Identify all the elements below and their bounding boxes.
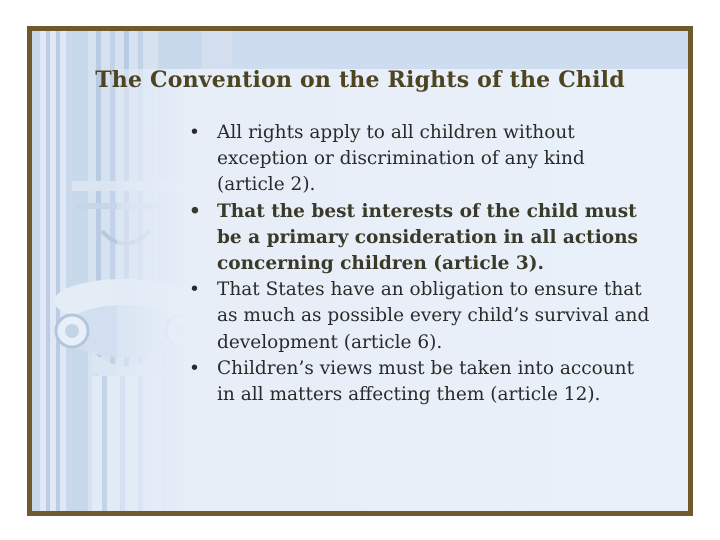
- bullet-point: •: [189, 200, 201, 222]
- slide-title: The Convention on the Rights of the Child: [95, 67, 625, 93]
- list-item: [189, 277, 654, 356]
- bullet-text: Children’s views must be taken into account in all matters affecting them (article 12).: [217, 357, 635, 406]
- list-item: [189, 356, 654, 408]
- list-item: [189, 120, 654, 199]
- slide-frame: [27, 26, 693, 516]
- bullet-text: All rights apply to all children without exception or discrimination of any kind (article 2).: [217, 122, 585, 196]
- bullet-text: That States have an obligation to ensure that as much as possible every child’s survival and development (article 6).: [217, 279, 650, 353]
- bullet-list: [189, 120, 654, 408]
- bullet-point: •: [189, 122, 200, 143]
- bullet-text: That the best interests of the child must be a primary consideration in all actions concerning children (article 3).: [217, 200, 638, 275]
- bullet-point: •: [189, 357, 200, 379]
- bullet-point: •: [189, 279, 200, 301]
- list-item: [189, 199, 654, 278]
